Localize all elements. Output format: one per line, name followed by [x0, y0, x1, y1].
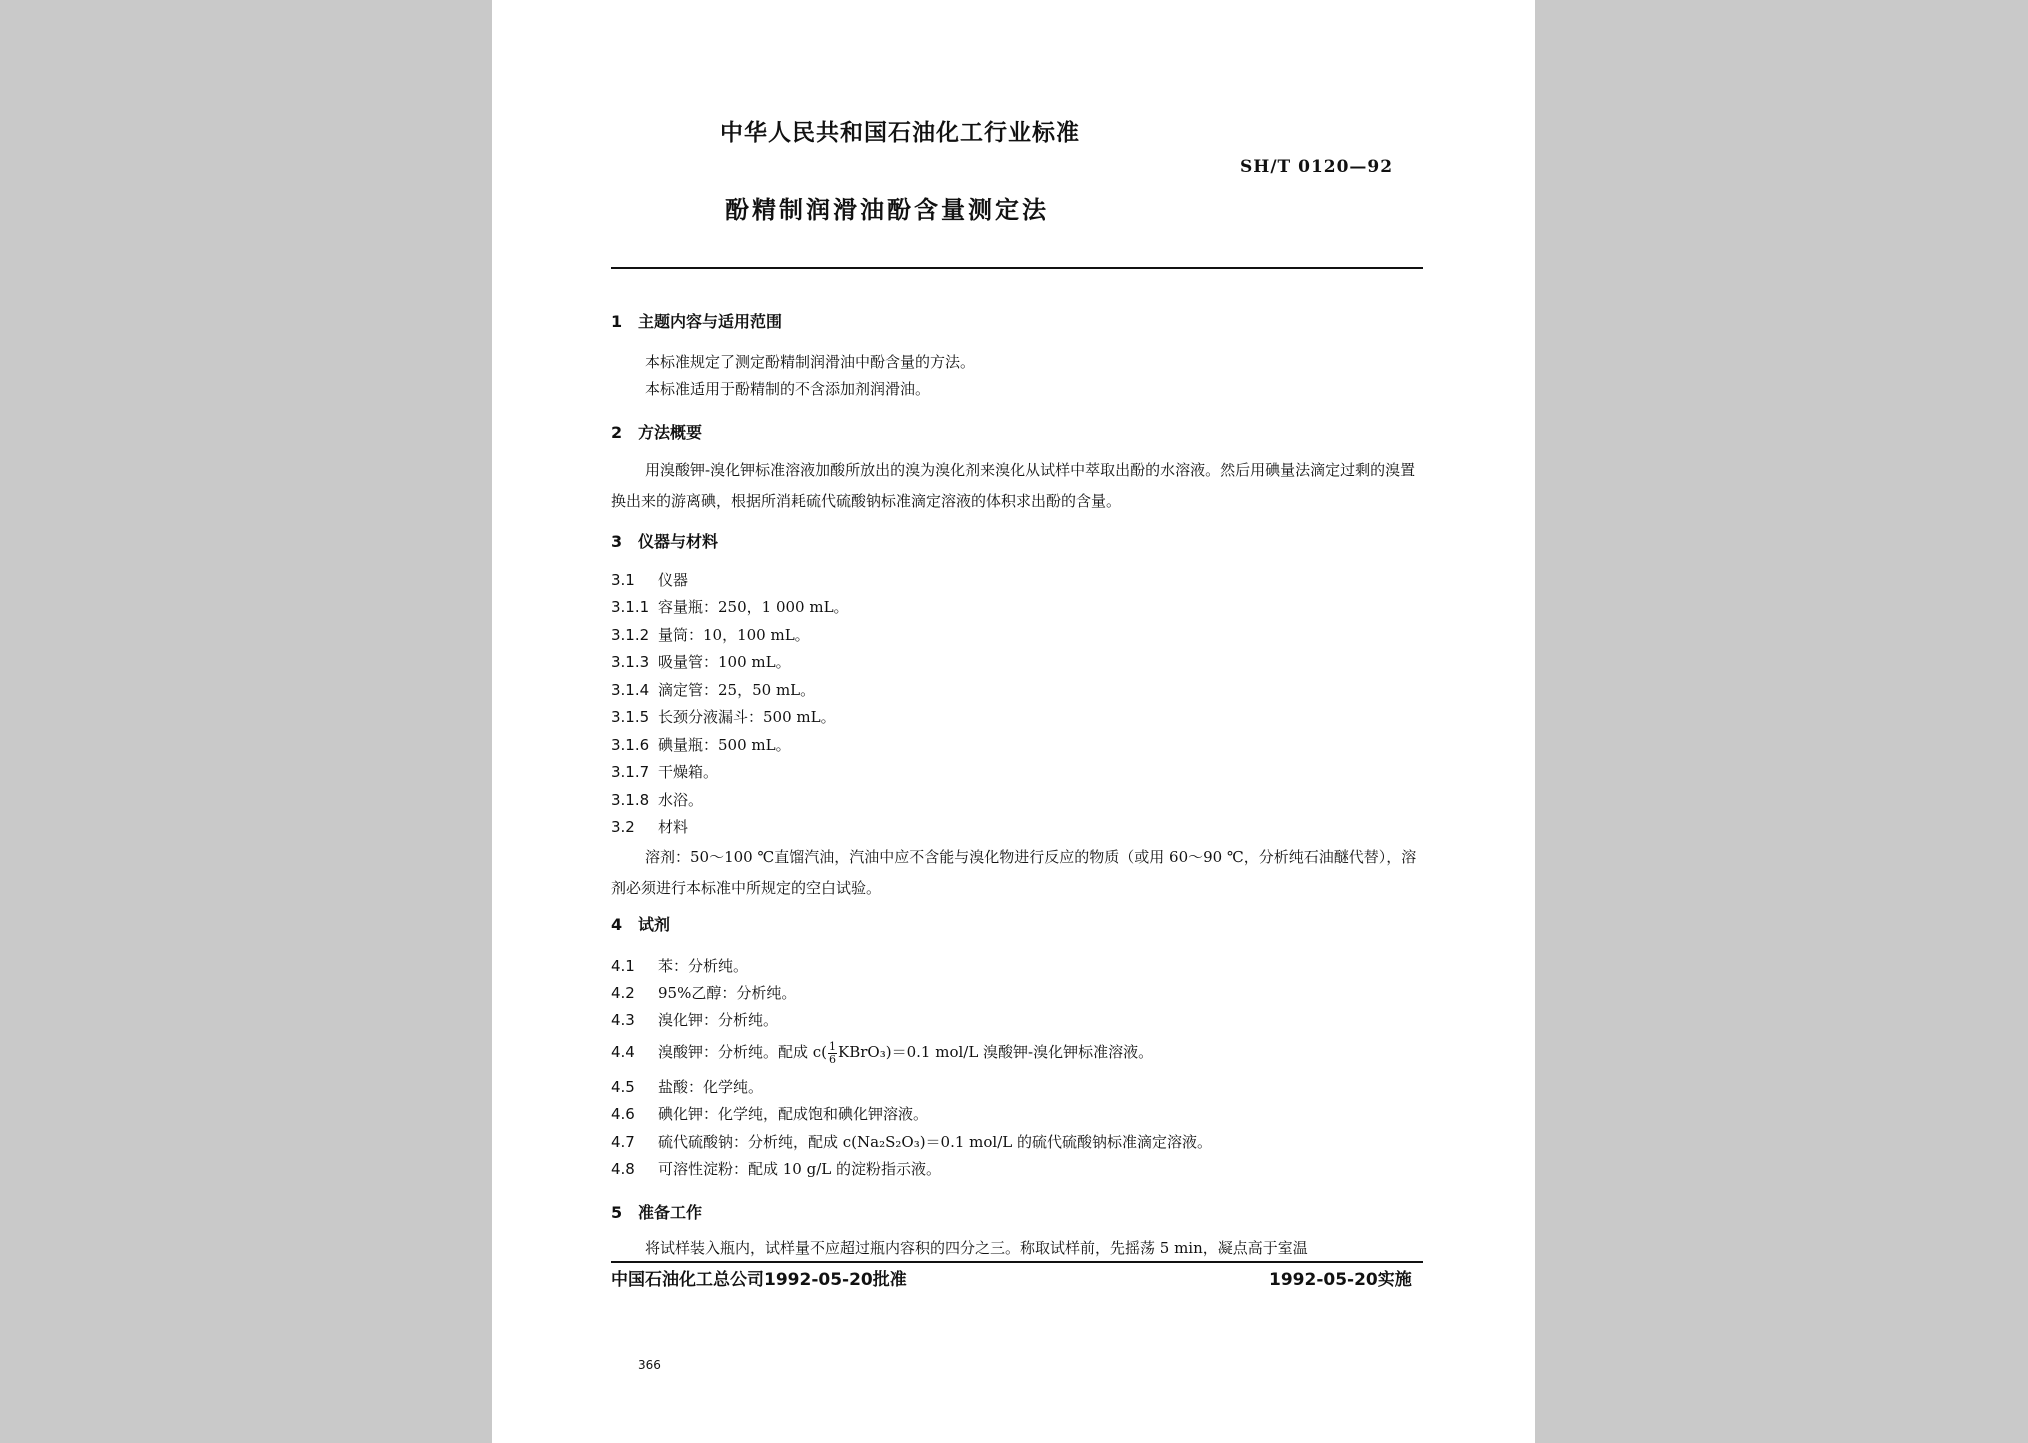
approval-date: 中国石油化工总公司1992-05-20批准: [611, 1270, 907, 1290]
list-item: 3.1.5 长颈分液漏斗：500 mL。: [611, 708, 836, 726]
list-item: 3.1.4 滴定管：25，50 mL。: [611, 681, 816, 699]
section-title: 试剂: [638, 915, 671, 934]
section-number: 1: [611, 312, 623, 331]
section-number: 3: [611, 532, 623, 551]
section-1-heading: [611, 309, 782, 332]
title-rule: [611, 267, 1423, 269]
section-5-heading: [611, 1200, 702, 1223]
list-item: 4.7 硫代硫酸钠：分析纯，配成 c(Na₂S₂O₃)＝0.1 mol/L 的硫代硫酸钠标准滴定溶液。: [611, 1133, 1213, 1151]
section-number: 5: [611, 1203, 623, 1222]
list-item: 3.1.8 水浴。: [611, 791, 704, 809]
list-item: 3.1.2 量筒：10，100 mL。: [611, 626, 810, 644]
standard-number: SH/T 0120—92: [1240, 157, 1394, 177]
section-title: 准备工作: [638, 1203, 703, 1222]
document-page: [492, 0, 1535, 1443]
section-3-heading: [611, 529, 718, 552]
list-item: 3.1 仪器: [611, 571, 689, 589]
list-item-formula: 4.4 溴酸钾：分析纯。配成 c( $\frac{1}{6}$ KBrO₃)＝0.1 mol/L 溴酸钾-溴化钾标准溶液。: [611, 1039, 1154, 1066]
section-title: 方法概要: [638, 423, 703, 442]
section-title: 主题内容与适用范围: [638, 312, 783, 331]
list-item: 4.2 95%乙醇：分析纯。: [611, 984, 797, 1002]
list-item: 4.1 苯：分析纯。: [611, 957, 749, 975]
standard-organization: 中华人民共和国石油化工行业标准: [720, 120, 1080, 146]
list-item: 4.6 碘化钾：化学纯，配成饱和碘化钾溶液。: [611, 1105, 929, 1123]
section-1-line-2: 本标准适用于酚精制的不含添加剂润滑油。: [645, 380, 931, 398]
fraction: $\frac{1}{6}$: [829, 1039, 837, 1066]
list-item: 4.8 可溶性淀粉：配成 10 g/L 的淀粉指示液。: [611, 1160, 942, 1178]
material-paragraph: 溶剂：50～100 ℃直馏汽油，汽油中应不含能与溴化物进行反应的物质（或用 60～90 ℃，分析纯石油醚代替），溶剂必须进行本标准中所规定的空白试验。: [611, 848, 1417, 897]
list-item: 3.2 材料: [611, 818, 689, 836]
section-title: 仪器与材料: [638, 532, 719, 551]
page-number: 366: [638, 1358, 661, 1372]
list-item: 3.1.6 碘量瓶：500 mL。: [611, 736, 791, 754]
section-5-text: 将试样装入瓶内，试样量不应超过瓶内容积的四分之三。称取试样前，先摇荡 5 min，凝点高于室温: [645, 1239, 1308, 1257]
section-4-heading: [611, 912, 670, 935]
footer-rule: [611, 1261, 1423, 1263]
list-item: 3.1.1 容量瓶：250，1 000 mL。: [611, 598, 849, 616]
list-item: 4.5 盐酸：化学纯。: [611, 1078, 764, 1096]
section-1-line-1: 本标准规定了测定酚精制润滑油中酚含量的方法。: [645, 353, 976, 371]
section-number: 2: [611, 423, 623, 442]
implementation-date: 1992-05-20实施: [1269, 1270, 1412, 1290]
list-item: 4.3 溴化钾：分析纯。: [611, 1011, 779, 1029]
section-2-paragraph: 用溴酸钾-溴化钾标准溶液加酸所放出的溴为溴化剂来溴化从试样中萃取出酚的水溶液。然后用碘量法滴定过剩的溴置换出来的游离碘，根据所消耗硫代硫酸钠标准滴定溶液的体积求出酚的含量。: [611, 461, 1416, 510]
document-title: 酚精制润滑油酚含量测定法: [725, 196, 1049, 224]
list-item: 3.1.3 吸量管：100 mL。: [611, 653, 791, 671]
section-2-heading: [611, 420, 702, 443]
list-item: 3.1.7 干燥箱。: [611, 763, 719, 781]
section-number: 4: [611, 915, 623, 934]
